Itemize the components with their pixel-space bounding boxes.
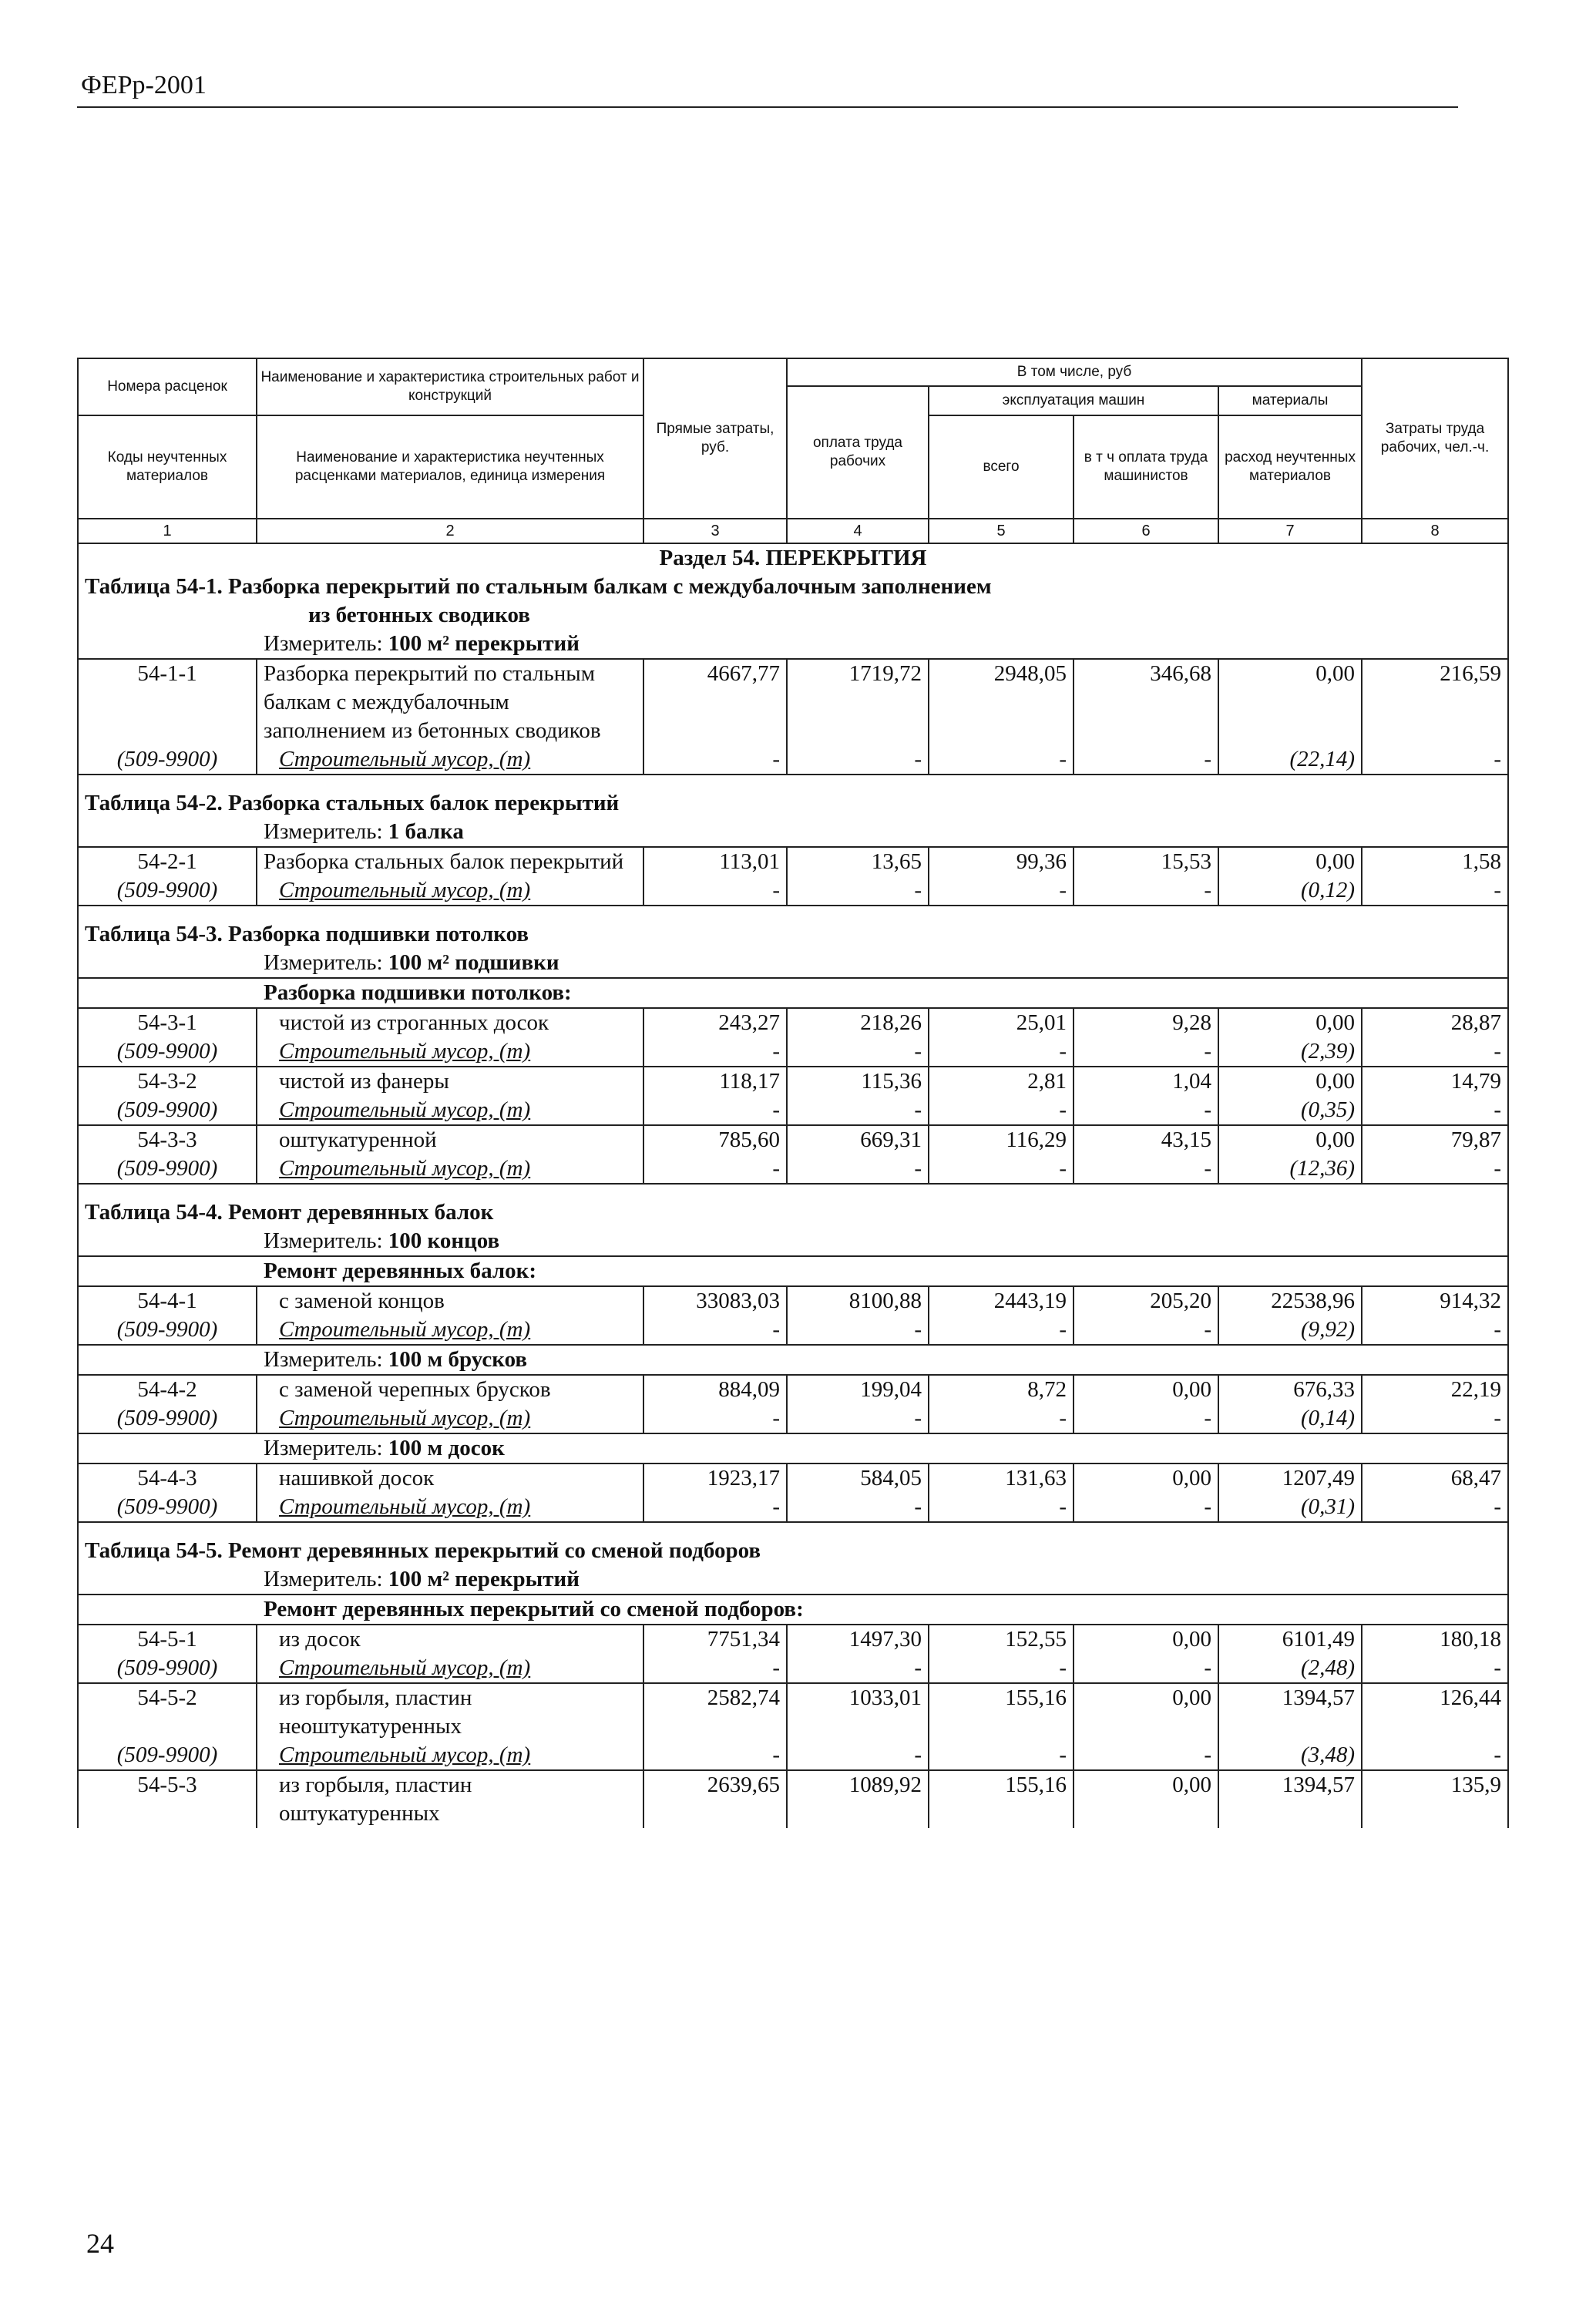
value-direct-costs: - <box>643 745 787 775</box>
page-number: 24 <box>86 2228 114 2259</box>
value-labor-hours: - <box>1362 1741 1508 1770</box>
value-machinist-pay: - <box>1074 1493 1218 1522</box>
material-code: (509-9900) <box>78 1404 257 1433</box>
value-labor-pay: 13,65 <box>787 847 929 876</box>
value-machinist-pay: - <box>1074 876 1218 906</box>
value-machinist-pay: - <box>1074 1654 1218 1683</box>
material-name: Строительный мусор, (т) <box>257 1096 643 1125</box>
value-labor-pay: - <box>787 1037 929 1067</box>
value-machines-total: 116,29 <box>929 1125 1074 1154</box>
header-machines: эксплуатация машин <box>929 386 1218 415</box>
value-materials: 0,00 <box>1218 1067 1362 1096</box>
value-machines-total: 152,55 <box>929 1625 1074 1654</box>
header-direct-costs: Прямые затраты, руб. <box>643 358 787 519</box>
value-materials: (0,35) <box>1218 1096 1362 1125</box>
value-direct-costs: 243,27 <box>643 1008 787 1037</box>
measure-value: 100 м² подшивки <box>388 950 559 975</box>
value-machines-total: 2443,19 <box>929 1286 1074 1316</box>
value-machines-total: 99,36 <box>929 847 1074 876</box>
table-row <box>78 1286 1508 1316</box>
table-title <box>78 1198 1508 1227</box>
value-machinist-pay: 346,68 <box>1074 659 1218 745</box>
value-labor-hours: 1,58 <box>1362 847 1508 876</box>
waste-row <box>78 1741 1508 1770</box>
value-direct-costs: - <box>643 1096 787 1125</box>
measure-row <box>78 1345 1508 1375</box>
value-labor-pay: 1033,01 <box>787 1683 929 1741</box>
value-direct-costs: 33083,03 <box>643 1286 787 1316</box>
material-code: (509-9900) <box>78 1493 257 1522</box>
measure-value: 100 м² перекрытий <box>388 1567 580 1591</box>
spacer-cell <box>78 906 1508 920</box>
material-code: (509-9900) <box>78 1654 257 1683</box>
table-title <box>78 920 1508 949</box>
value-labor-hours: 216,59 <box>1362 659 1508 745</box>
measure-unit <box>78 1565 1508 1595</box>
value-labor-pay: - <box>787 1096 929 1125</box>
material-name: Строительный мусор, (т) <box>257 1316 643 1345</box>
header-machines-total: всего <box>929 415 1074 519</box>
value-labor-hours: - <box>1362 1316 1508 1345</box>
measure-row <box>78 630 1508 659</box>
value-labor-hours: 135,9 <box>1362 1770 1508 1828</box>
waste-row <box>78 876 1508 906</box>
value-labor-pay: - <box>787 876 929 906</box>
value-materials: (3,48) <box>1218 1741 1362 1770</box>
value-labor-pay: - <box>787 1741 929 1770</box>
table-title <box>78 1537 1508 1565</box>
table-title-line: Таблица 54-5. Ремонт деревянных перекрытий со сменой подборов <box>85 1538 761 1563</box>
value-materials: 0,00 <box>1218 1125 1362 1154</box>
column-number: 5 <box>929 519 1074 543</box>
group-row <box>78 1256 1508 1286</box>
measure-row <box>78 949 1508 978</box>
value-labor-pay: 1719,72 <box>787 659 929 745</box>
header-labor-pay: оплата труда рабочих <box>787 386 929 519</box>
header-labor-hours: Затраты труда рабочих, чел.-ч. <box>1362 358 1508 519</box>
value-labor-hours: - <box>1362 1154 1508 1184</box>
value-machines-total: - <box>929 745 1074 775</box>
rate-name: оштукатуренной <box>257 1125 643 1154</box>
table-row <box>78 1125 1508 1154</box>
material-code: (509-9900) <box>78 745 257 775</box>
column-number: 2 <box>257 519 643 543</box>
rate-code: 54-3-2 <box>78 1067 257 1096</box>
value-machines-total: 8,72 <box>929 1375 1074 1404</box>
material-name: Строительный мусор, (т) <box>257 1654 643 1683</box>
waste-row <box>78 1154 1508 1184</box>
value-machinist-pay: - <box>1074 1096 1218 1125</box>
header-work-name: Наименование и характеристика строительных работ и конструкций <box>257 358 643 415</box>
rate-code: 54-3-1 <box>78 1008 257 1037</box>
waste-row <box>78 1654 1508 1683</box>
rate-code: 54-5-1 <box>78 1625 257 1654</box>
header-materials: материалы <box>1218 386 1362 415</box>
rate-name: чистой из фанеры <box>257 1067 643 1096</box>
waste-row <box>78 1404 1508 1433</box>
value-materials: 22538,96 <box>1218 1286 1362 1316</box>
value-labor-hours: 79,87 <box>1362 1125 1508 1154</box>
material-code: (509-9900) <box>78 1154 257 1184</box>
value-labor-pay: 199,04 <box>787 1375 929 1404</box>
table-title-line: из бетонных сводиков <box>308 603 530 627</box>
rate-code: 54-1-1 <box>78 659 257 745</box>
value-machinist-pay: 0,00 <box>1074 1375 1218 1404</box>
value-machines-total: - <box>929 1404 1074 1433</box>
value-direct-costs: - <box>643 1493 787 1522</box>
header-machinist-pay: в т ч оплата труда машинистов <box>1074 415 1218 519</box>
table-title-line: Таблица 54-1. Разборка перекрытий по стальным балкам с междубалочным заполнением <box>85 574 992 599</box>
section-title: Раздел 54. ПЕРЕКРЫТИЯ <box>78 543 1508 573</box>
rate-code: 54-3-3 <box>78 1125 257 1154</box>
spacer <box>78 906 1508 920</box>
value-materials: 1394,57 <box>1218 1770 1362 1828</box>
measure-label: Измеритель: <box>264 950 383 975</box>
value-machinist-pay: 0,00 <box>1074 1463 1218 1493</box>
value-materials: (2,48) <box>1218 1654 1362 1683</box>
table-row <box>78 1067 1508 1096</box>
value-machines-total: 25,01 <box>929 1008 1074 1037</box>
rate-name: из горбыля, пластин оштукатуренных <box>257 1770 643 1828</box>
value-labor-hours: - <box>1362 1037 1508 1067</box>
material-code: (509-9900) <box>78 1096 257 1125</box>
spacer <box>78 1522 1508 1537</box>
value-materials: (12,36) <box>1218 1154 1362 1184</box>
value-labor-pay: - <box>787 1654 929 1683</box>
value-labor-hours: - <box>1362 876 1508 906</box>
material-name: Строительный мусор, (т) <box>257 1154 643 1184</box>
value-materials: 0,00 <box>1218 847 1362 876</box>
value-labor-hours: 28,87 <box>1362 1008 1508 1037</box>
value-machinist-pay: 205,20 <box>1074 1286 1218 1316</box>
measure-row <box>78 1227 1508 1256</box>
material-name: Строительный мусор, (т) <box>257 1404 643 1433</box>
rate-name: с заменой концов <box>257 1286 643 1316</box>
rate-name: из досок <box>257 1625 643 1654</box>
material-code: (509-9900) <box>78 1741 257 1770</box>
rate-name: Разборка стальных балок перекрытий <box>257 847 643 876</box>
value-direct-costs: - <box>643 1037 787 1067</box>
value-labor-pay: - <box>787 1316 929 1345</box>
rate-code: 54-4-3 <box>78 1463 257 1493</box>
value-machines-total: - <box>929 1096 1074 1125</box>
column-number: 1 <box>78 519 257 543</box>
value-materials: (0,31) <box>1218 1493 1362 1522</box>
value-labor-hours: 180,18 <box>1362 1625 1508 1654</box>
measure-value: 100 концов <box>388 1228 500 1253</box>
header-rate-number: Номера расценок <box>78 358 257 415</box>
measure-unit <box>78 1433 1508 1463</box>
value-materials: (0,12) <box>1218 876 1362 906</box>
value-materials: 6101,49 <box>1218 1625 1362 1654</box>
value-labor-pay: - <box>787 1404 929 1433</box>
rate-code: 54-5-2 <box>78 1683 257 1741</box>
value-labor-hours: 914,32 <box>1362 1286 1508 1316</box>
rate-name: чистой из строганных досок <box>257 1008 643 1037</box>
value-labor-hours: - <box>1362 745 1508 775</box>
table-title-line: Таблица 54-4. Ремонт деревянных балок <box>85 1200 494 1225</box>
table-row <box>78 1375 1508 1404</box>
header-including: В том числе, руб <box>787 358 1362 386</box>
value-machinist-pay: - <box>1074 1037 1218 1067</box>
value-machinist-pay: 0,00 <box>1074 1625 1218 1654</box>
table-title-line: Таблица 54-3. Разборка подшивки потолков <box>85 922 529 946</box>
value-labor-pay: 218,26 <box>787 1008 929 1037</box>
value-direct-costs: 4667,77 <box>643 659 787 745</box>
value-machines-total: 2,81 <box>929 1067 1074 1096</box>
column-number: 4 <box>787 519 929 543</box>
value-machinist-pay: 9,28 <box>1074 1008 1218 1037</box>
value-machinist-pay: - <box>1074 1404 1218 1433</box>
value-machinist-pay: - <box>1074 1316 1218 1345</box>
measure-label: Измеритель: <box>264 819 383 844</box>
value-labor-pay: - <box>787 1154 929 1184</box>
value-direct-costs: - <box>643 1741 787 1770</box>
waste-row <box>78 1316 1508 1345</box>
value-direct-costs: - <box>643 1404 787 1433</box>
table-title-line: Таблица 54-2. Разборка стальных балок перекрытий <box>85 791 620 815</box>
spacer-cell <box>78 775 1508 789</box>
value-labor-hours: - <box>1362 1096 1508 1125</box>
rate-code: 54-4-1 <box>78 1286 257 1316</box>
rate-name: из горбыля, пластин неоштукатуренных <box>257 1683 643 1741</box>
waste-row <box>78 1096 1508 1125</box>
rate-name: Разборка перекрытий по стальным балкам с междубалочным заполнением из бетонных сводиков <box>257 659 643 745</box>
column-number: 6 <box>1074 519 1218 543</box>
rate-name: с заменой черепных брусков <box>257 1375 643 1404</box>
value-direct-costs: 2639,65 <box>643 1770 787 1828</box>
measure-row <box>78 818 1508 847</box>
value-labor-pay: 1089,92 <box>787 1770 929 1828</box>
value-direct-costs: - <box>643 1654 787 1683</box>
value-machines-total: - <box>929 1741 1074 1770</box>
value-machinist-pay: 1,04 <box>1074 1067 1218 1096</box>
group-heading: Ремонт деревянных балок: <box>78 1256 1508 1286</box>
material-name: Строительный мусор, (т) <box>257 1741 643 1770</box>
measure-value: 100 м² перекрытий <box>388 631 580 656</box>
value-machinist-pay: - <box>1074 1741 1218 1770</box>
material-name: Строительный мусор, (т) <box>257 745 643 775</box>
value-materials: 0,00 <box>1218 659 1362 745</box>
table-row <box>78 847 1508 876</box>
value-labor-pay: 1497,30 <box>787 1625 929 1654</box>
value-labor-pay: - <box>787 1493 929 1522</box>
table-title-row <box>78 1198 1508 1227</box>
group-row <box>78 1595 1508 1625</box>
waste-row <box>78 745 1508 775</box>
value-materials: (2,39) <box>1218 1037 1362 1067</box>
value-machines-total: - <box>929 1493 1074 1522</box>
value-labor-hours: - <box>1362 1404 1508 1433</box>
table-row <box>78 659 1508 745</box>
value-direct-costs: 785,60 <box>643 1125 787 1154</box>
value-labor-pay: 584,05 <box>787 1463 929 1493</box>
value-materials: 1207,49 <box>1218 1463 1362 1493</box>
value-labor-hours: - <box>1362 1654 1508 1683</box>
material-code: (509-9900) <box>78 876 257 906</box>
value-labor-pay: - <box>787 745 929 775</box>
measure-row <box>78 1565 1508 1595</box>
value-labor-pay: 8100,88 <box>787 1286 929 1316</box>
value-materials: (9,92) <box>1218 1316 1362 1345</box>
table-title <box>78 573 1508 630</box>
measure-unit <box>78 630 1508 659</box>
value-direct-costs: - <box>643 1316 787 1345</box>
material-name: Строительный мусор, (т) <box>257 876 643 906</box>
measure-label: Измеритель: <box>264 1436 383 1460</box>
header-rule <box>77 106 1458 108</box>
measure-value: 1 балка <box>388 819 464 844</box>
value-direct-costs: - <box>643 1154 787 1184</box>
rate-code: 54-5-3 <box>78 1770 257 1828</box>
material-name: Строительный мусор, (т) <box>257 1493 643 1522</box>
value-machines-total: - <box>929 1037 1074 1067</box>
value-machines-total: 131,63 <box>929 1463 1074 1493</box>
table-row <box>78 1770 1508 1828</box>
column-number: 3 <box>643 519 787 543</box>
spacer-cell <box>78 1522 1508 1537</box>
value-labor-hours: 14,79 <box>1362 1067 1508 1096</box>
waste-row <box>78 1493 1508 1522</box>
rate-code: 54-2-1 <box>78 847 257 876</box>
column-number: 7 <box>1218 519 1362 543</box>
value-direct-costs: - <box>643 876 787 906</box>
value-direct-costs: 7751,34 <box>643 1625 787 1654</box>
rate-name: нашивкой досок <box>257 1463 643 1493</box>
table-title-row <box>78 573 1508 630</box>
rate-code: 54-4-2 <box>78 1375 257 1404</box>
material-name: Строительный мусор, (т) <box>257 1037 643 1067</box>
value-machines-total: 155,16 <box>929 1683 1074 1741</box>
measure-unit <box>78 818 1508 847</box>
value-machinist-pay: 43,15 <box>1074 1125 1218 1154</box>
measure-label: Измеритель: <box>264 1228 383 1253</box>
measure-value: 100 м брусков <box>388 1347 528 1372</box>
table-row <box>78 1625 1508 1654</box>
spacer <box>78 1184 1508 1198</box>
spacer <box>78 775 1508 789</box>
table-title-row <box>78 789 1508 818</box>
value-machinist-pay: 0,00 <box>1074 1683 1218 1741</box>
price-table <box>77 358 1509 1828</box>
value-materials: (22,14) <box>1218 745 1362 775</box>
measure-unit <box>78 1227 1508 1256</box>
value-machines-total: - <box>929 1654 1074 1683</box>
value-materials: 1394,57 <box>1218 1683 1362 1741</box>
header-material-name: Наименование и характеристика неучтенных расценками материалов, единица измерения <box>257 415 643 519</box>
value-labor-hours: 68,47 <box>1362 1463 1508 1493</box>
group-heading: Ремонт деревянных перекрытий со сменой подборов: <box>78 1595 1508 1625</box>
measure-row <box>78 1433 1508 1463</box>
table-row <box>78 1008 1508 1037</box>
value-direct-costs: 118,17 <box>643 1067 787 1096</box>
table-title-row <box>78 920 1508 949</box>
waste-row <box>78 1037 1508 1067</box>
table-title <box>78 789 1508 818</box>
value-machinist-pay: - <box>1074 1154 1218 1184</box>
material-code: (509-9900) <box>78 1037 257 1067</box>
measure-label: Измеритель: <box>264 631 383 656</box>
group-heading: Разборка подшивки потолков: <box>78 978 1508 1008</box>
measure-unit <box>78 949 1508 978</box>
value-machines-total: - <box>929 1154 1074 1184</box>
value-materials: (0,14) <box>1218 1404 1362 1433</box>
table-header <box>78 358 1508 543</box>
value-machines-total: - <box>929 876 1074 906</box>
value-machines-total: 2948,05 <box>929 659 1074 745</box>
material-code: (509-9900) <box>78 1316 257 1345</box>
measure-unit <box>78 1345 1508 1375</box>
value-direct-costs: 2582,74 <box>643 1683 787 1741</box>
value-labor-hours: - <box>1362 1493 1508 1522</box>
value-machinist-pay: 15,53 <box>1074 847 1218 876</box>
value-direct-costs: 113,01 <box>643 847 787 876</box>
table-row <box>78 1683 1508 1741</box>
value-machinist-pay: 0,00 <box>1074 1770 1218 1828</box>
value-machinist-pay: - <box>1074 745 1218 775</box>
value-labor-hours: 126,44 <box>1362 1683 1508 1741</box>
header-material-codes: Коды неучтенных материалов <box>78 415 257 519</box>
value-labor-hours: 22,19 <box>1362 1375 1508 1404</box>
value-direct-costs: 1923,17 <box>643 1463 787 1493</box>
value-machines-total: 155,16 <box>929 1770 1074 1828</box>
value-direct-costs: 884,09 <box>643 1375 787 1404</box>
group-row <box>78 978 1508 1008</box>
spacer-cell <box>78 1184 1508 1198</box>
measure-label: Измеритель: <box>264 1567 383 1591</box>
value-labor-pay: 115,36 <box>787 1067 929 1096</box>
measure-label: Измеритель: <box>264 1347 383 1372</box>
running-header: ФЕРр-2001 <box>81 71 207 99</box>
measure-value: 100 м досок <box>388 1436 505 1460</box>
table-row <box>78 1463 1508 1493</box>
header-materials-usage: расход неучтенных материалов <box>1218 415 1362 519</box>
value-machines-total: - <box>929 1316 1074 1345</box>
value-materials: 0,00 <box>1218 1008 1362 1037</box>
value-materials: 676,33 <box>1218 1375 1362 1404</box>
column-number: 8 <box>1362 519 1508 543</box>
table-title-row <box>78 1537 1508 1565</box>
value-labor-pay: 669,31 <box>787 1125 929 1154</box>
